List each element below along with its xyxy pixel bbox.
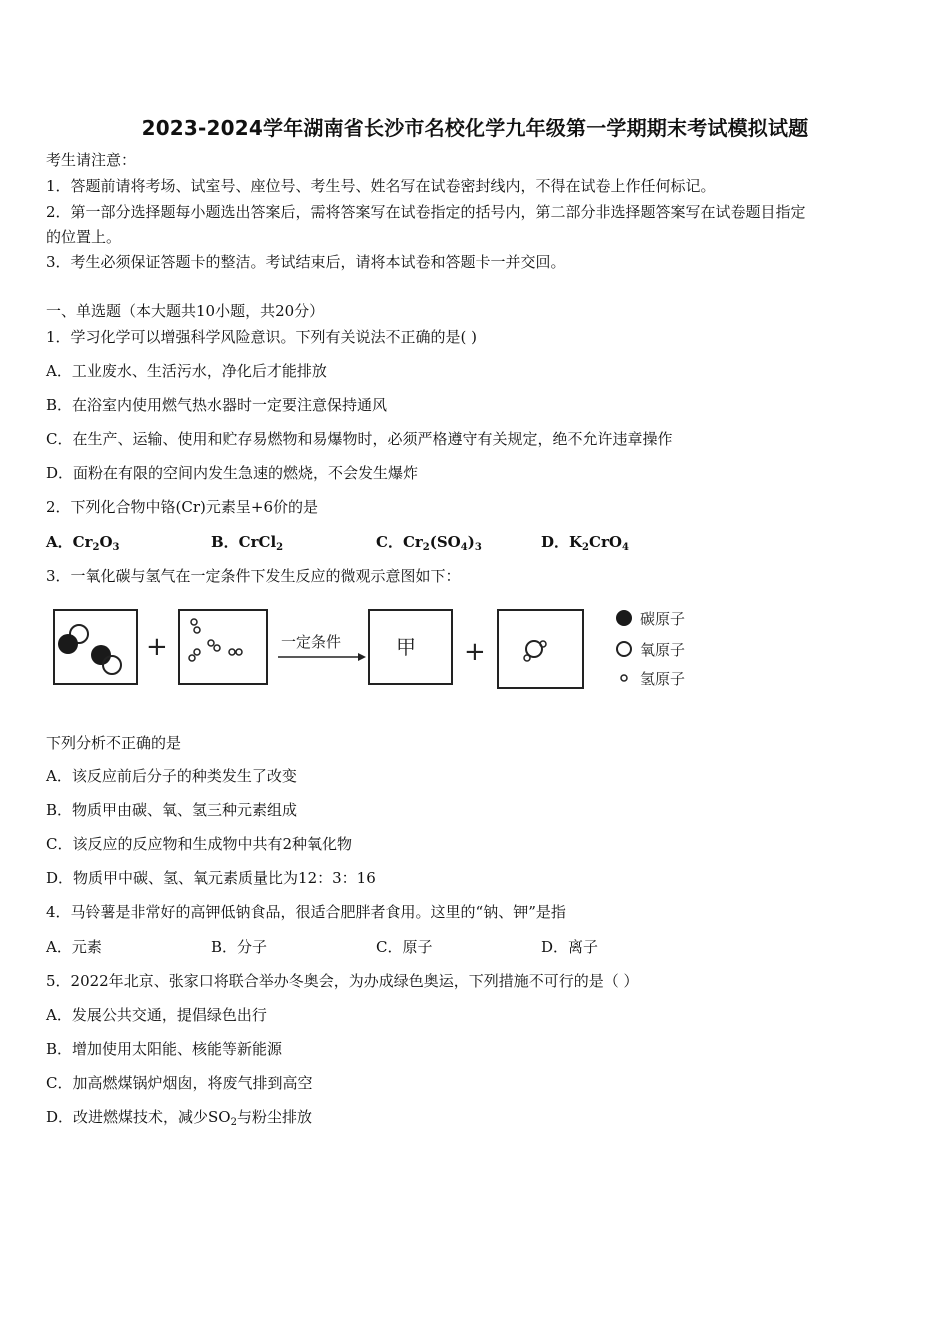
question-4-option-b: B．分子 (211, 938, 268, 956)
hydrogen-atom-icon (208, 640, 214, 646)
hydrogen-atom-icon (189, 655, 195, 661)
condition-label: 一定条件 (281, 633, 342, 651)
section-heading: 一、单选题（本大题共10小题，共20分） (46, 302, 325, 320)
notice-item: 1．答题前请将考场、试室号、座位号、考生号、姓名写在试卷密封线内，不得在试卷上作任何标记。 (46, 177, 716, 195)
plus-sign: + (464, 637, 486, 667)
carbon-atom-icon (91, 645, 111, 665)
notice-item: 的位置上。 (46, 228, 122, 246)
hydrogen-atom-icon (236, 649, 242, 655)
carbon-atom-icon (58, 634, 78, 654)
question-2-option-d: D．$K_2CrO_4$ (541, 533, 629, 553)
legend-hydrogen-icon (621, 675, 627, 681)
question-5-option-c: C．加高燃煤锅炉烟囱，将废气排到高空 (46, 1074, 313, 1092)
reaction-diagram (46, 600, 706, 700)
page-title: 2023-2024学年湖南省长沙市名校化学九年级第一学期期末考试模拟试题 (141, 116, 809, 140)
hydrogen-atom-icon (191, 619, 197, 625)
legend-carbon-icon (616, 610, 632, 626)
product-box-water (498, 610, 583, 688)
question-3-option-d: D．物质甲中碳、氢、氧元素质量比为12：3：16 (46, 869, 376, 887)
hydrogen-atom-icon (194, 627, 200, 633)
question-5-option-a: A．发展公共交通，提倡绿色出行 (46, 1006, 267, 1024)
question-3-option-b: B．物质甲由碳、氧、氢三种元素组成 (46, 801, 298, 819)
question-1-option-d: D．面粉在有限的空间内发生急速的燃烧，不会发生爆炸 (46, 464, 419, 482)
question-3-option-c: C．该反应的反应物和生成物中共有2种氧化物 (46, 835, 353, 853)
question-2-option-b: B．CrCl$_2$ (211, 533, 284, 553)
arrow-head-icon (358, 653, 366, 661)
question-3-option-a: A．该反应前后分子的种类发生了改变 (46, 767, 297, 785)
question-3-stem: 3．一氧化碳与氢气在一定条件下发生反应的微观示意图如下： (46, 567, 461, 585)
hydrogen-atom-icon (524, 655, 530, 661)
oxygen-atom-icon (103, 656, 121, 674)
notice-heading: 考生请注意： (46, 151, 137, 169)
question-1-option-b: B．在浴室内使用燃气热水器时一定要注意保持通风 (46, 396, 388, 414)
question-2-option-c: C．$Cr_2(SO_4)_3$ (376, 533, 482, 553)
question-4-option-c: C．原子 (376, 938, 433, 956)
legend-oxygen-icon (617, 642, 631, 656)
question-3-prompt: 下列分析不正确的是 (46, 734, 182, 752)
question-1-stem: 1．学习化学可以增强科学风险意识。下列有关说法不正确的是( ) (46, 328, 478, 346)
hydrogen-atom-icon (229, 649, 235, 655)
question-1-option-a: A．工业废水、生活污水，净化后才能排放 (46, 362, 327, 380)
legend-carbon-label: 碳原子 (640, 610, 686, 628)
question-2-stem: 2．下列化合物中铬(Cr)元素呈+6价的是 (46, 498, 319, 516)
question-4-options (46, 937, 906, 957)
question-4-option-a: A．元素 (46, 938, 102, 956)
question-4-stem: 4．马铃薯是非常好的高钾低钠食品，很适合肥胖者食用。这里的“钠、钾”是指 (46, 903, 566, 921)
plus-sign: + (146, 632, 168, 662)
notice-item: 2．第一部分选择题每小题选出答案后，需将答案写在试卷指定的括号内，第二部分非选择题答案写在试卷题目指定 (46, 203, 806, 221)
question-5-option-d: D．改进燃煤技术，减少$SO_2$与粉尘排放 (46, 1108, 312, 1128)
product-label: 甲 (396, 635, 416, 659)
question-2-option-a: A．$Cr_2O_3$ (46, 533, 120, 553)
question-5-stem: 5．2022年北京、张家口将联合举办冬奥会，为办成绿色奥运，下列措施不可行的是（ ） (46, 972, 639, 990)
question-5-option-b: B．增加使用太阳能、核能等新能源 (46, 1040, 283, 1058)
hydrogen-atom-icon (214, 645, 220, 651)
question-2-options (46, 532, 906, 552)
legend-hydrogen-label: 氢原子 (640, 670, 686, 688)
question-4-option-d: D．离子 (541, 938, 599, 956)
reactant-box-h2 (179, 610, 267, 684)
legend-oxygen-label: 氧原子 (640, 641, 686, 659)
notice-item: 3．考生必须保证答题卡的整洁。考试结束后，请将本试卷和答题卡一并交回。 (46, 253, 566, 271)
question-1-option-c: C．在生产、运输、使用和贮存易燃物和易爆物时，必须严格遵守有关规定，绝不允许违章操作 (46, 430, 673, 448)
hydrogen-atom-icon (194, 649, 200, 655)
